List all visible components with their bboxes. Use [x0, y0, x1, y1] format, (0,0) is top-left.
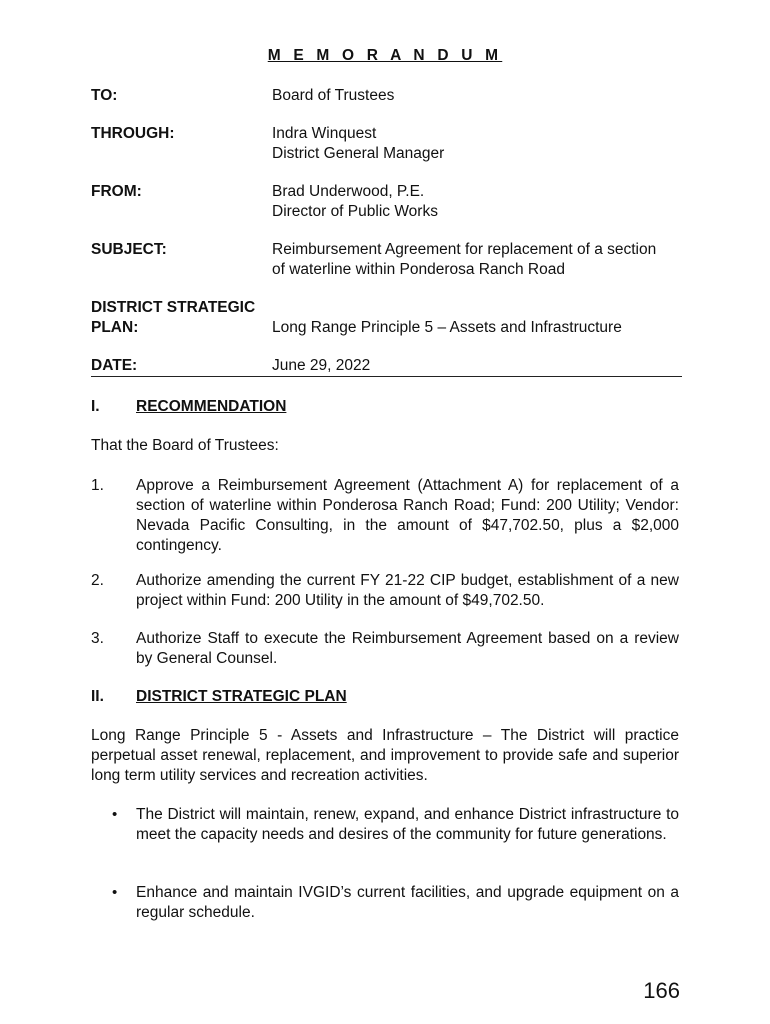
from-title: Director of Public Works	[272, 203, 438, 220]
page-number: 166	[643, 978, 680, 1003]
recommendation-item-1-text: Approve a Reimbursement Agreement (Attachment A) for replacement of a section of waterline within Ponderosa Ranch Road; Fund: 200 Utility; Vendor: Nevada Pacific Consulting, in the amount of $47,702.50, plus a $2,000 contingency.	[136, 477, 679, 554]
subject-label: SUBJECT:	[91, 241, 167, 258]
date-value: June 29, 2022	[272, 357, 371, 374]
section-2-number: II.	[91, 688, 104, 705]
bullet-1-text: The District will maintain, renew, expand, and enhance District infrastructure to meet the capacity needs and desires of the community for future generations.	[136, 806, 679, 843]
through-title: District General Manager	[272, 145, 445, 162]
to-label: TO:	[91, 87, 118, 104]
strategic-value: Long Range Principle 5 – Assets and Infrastructure	[272, 319, 622, 336]
bullet-2-marker: •	[112, 884, 118, 901]
from-label: FROM:	[91, 183, 142, 200]
date-label: DATE:	[91, 357, 138, 374]
section-1-number: I.	[91, 398, 100, 415]
recommendation-item-1-number: 1.	[91, 477, 104, 494]
to-value: Board of Trustees	[272, 87, 395, 104]
strategic-label-line-2: PLAN:	[91, 319, 139, 336]
recommendation-item-2-number: 2.	[91, 572, 104, 589]
recommendation-intro: That the Board of Trustees:	[91, 437, 279, 454]
bullet-2-text: Enhance and maintain IVGID’s current facilities, and upgrade equipment on a regular schedule.	[136, 884, 679, 921]
section-2-title: DISTRICT STRATEGIC PLAN	[136, 688, 347, 705]
recommendation-item-3-number: 3.	[91, 630, 104, 647]
memo-title: M E M O R A N D U M	[267, 47, 503, 64]
strategic-plan-paragraph: Long Range Principle 5 - Assets and Infrastructure – The District will practice perpetual asset renewal, replacement, and improvement to provide safe and superior long term utility services and recreation activities.	[91, 727, 679, 784]
through-name: Indra Winquest	[272, 125, 377, 142]
subject-line-1: Reimbursement Agreement for replacement of a section	[272, 241, 657, 258]
recommendation-item-2-text: Authorize amending the current FY 21-22 CIP budget, establishment of a new project within Fund: 200 Utility in the amount of $49,702.50.	[136, 572, 679, 609]
header-divider	[91, 376, 682, 377]
recommendation-item-3-text: Authorize Staff to execute the Reimbursement Agreement based on a review by General Counsel.	[136, 630, 679, 667]
bullet-1-marker: •	[112, 806, 118, 823]
from-name: Brad Underwood, P.E.	[272, 183, 425, 200]
subject-line-2: of waterline within Ponderosa Ranch Road	[272, 261, 565, 278]
section-1-title: RECOMMENDATION	[136, 398, 287, 415]
strategic-label-line-1: DISTRICT STRATEGIC	[91, 299, 256, 316]
through-label: THROUGH:	[91, 125, 175, 142]
